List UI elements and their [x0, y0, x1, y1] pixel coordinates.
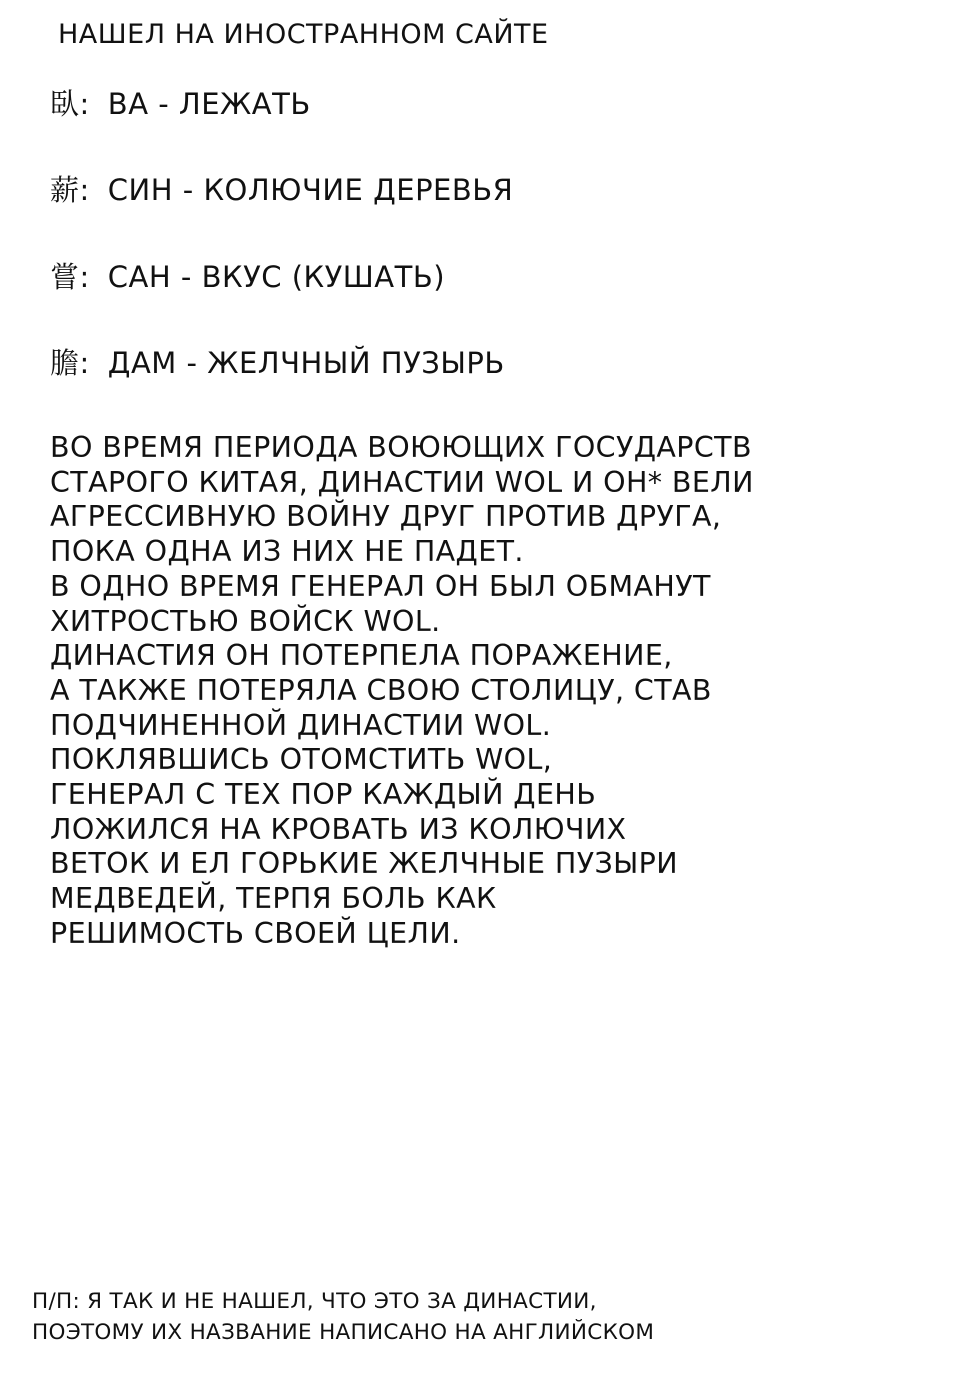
glossary-definition: СИН - КОЛЮЧИЕ ДЕРЕВЬЯ	[107, 173, 514, 207]
story-line: ПОДЧИНЕННОЙ ДИНАСТИИ WOL.	[50, 708, 552, 742]
page-heading: НАШЕЛ НА ИНОСТРАННОМ САЙТЕ	[58, 19, 549, 50]
story-line: ДИНАСТИЯ ОН ПОТЕРПЕЛА ПОРАЖЕНИЕ,	[50, 639, 673, 673]
glossary-definition: САН - ВКУС (КУШАТЬ)	[107, 260, 446, 294]
kanji-glyph: 膽	[50, 346, 80, 380]
story-line: ПОКЛЯВШИСЬ ОТОМСТИТЬ WOL,	[50, 743, 553, 777]
glossary-entry-sin	[50, 172, 513, 208]
story-line: МЕДВЕДЕЙ, ТЕРПЯ БОЛЬ КАК	[50, 882, 497, 916]
story-line: ВО ВРЕМЯ ПЕРИОДА ВОЮЮЩИХ ГОСУДАРСТВ	[50, 431, 752, 464]
glossary-definition: ДАМ - ЖЕЛЧНЫЙ ПУЗЫРЬ	[107, 346, 505, 380]
glossary-entry-dam	[50, 345, 505, 381]
story-line: А ТАКЖЕ ПОТЕРЯЛА СВОЮ СТОЛИЦУ, СТАВ	[50, 673, 712, 707]
story-line: ЛОЖИЛСЯ НА КРОВАТЬ ИЗ КОЛЮЧИХ	[50, 812, 627, 846]
kanji-glyph: 嘗	[50, 260, 80, 294]
story-line: ВЕТОК И ЕЛ ГОРЬКИЕ ЖЕЛЧНЫЕ ПУЗЫРИ	[50, 847, 678, 881]
story-line: В ОДНО ВРЕМЯ ГЕНЕРАЛ ОН БЫЛ ОБМАНУТ	[50, 569, 711, 603]
story-line: СТАРОГО КИТАЯ, ДИНАСТИИ WOL И ОН* ВЕЛИ	[50, 465, 754, 499]
story-line: ГЕНЕРАЛ С ТЕХ ПОР КАЖДЫЙ ДЕНЬ	[50, 778, 597, 812]
glossary-definition: ВА - ЛЕЖАТЬ	[107, 87, 311, 121]
kanji-glyph: 臥	[50, 87, 80, 121]
note-line: П/П: Я ТАК И НЕ НАШЕЛ, ЧТО ЭТО ЗА ДИНАСТИИ,	[32, 1289, 597, 1314]
note-line: ПОЭТОМУ ИХ НАЗВАНИЕ НАПИСАНО НА АНГЛИЙСКОМ	[32, 1320, 655, 1345]
story-line: ХИТРОСТЬЮ ВОЙСК WOL.	[50, 604, 441, 638]
story-line: ПОКА ОДНА ИЗ НИХ НЕ ПАДЕТ.	[50, 535, 524, 569]
glossary-separator: :	[79, 346, 90, 380]
glossary-separator: :	[79, 87, 90, 121]
story-paragraph	[50, 431, 930, 952]
kanji-glyph: 薪	[50, 173, 80, 207]
story-line: АГРЕССИВНУЮ ВОЙНУ ДРУГ ПРОТИВ ДРУГА,	[50, 500, 722, 534]
translator-note	[32, 1286, 932, 1348]
glossary-entry-san	[50, 259, 445, 295]
story-line: РЕШИМОСТЬ СВОЕЙ ЦЕЛИ.	[50, 916, 461, 950]
glossary-entry-wa	[50, 86, 311, 122]
glossary-separator: :	[79, 260, 90, 294]
glossary-separator: :	[79, 173, 90, 207]
